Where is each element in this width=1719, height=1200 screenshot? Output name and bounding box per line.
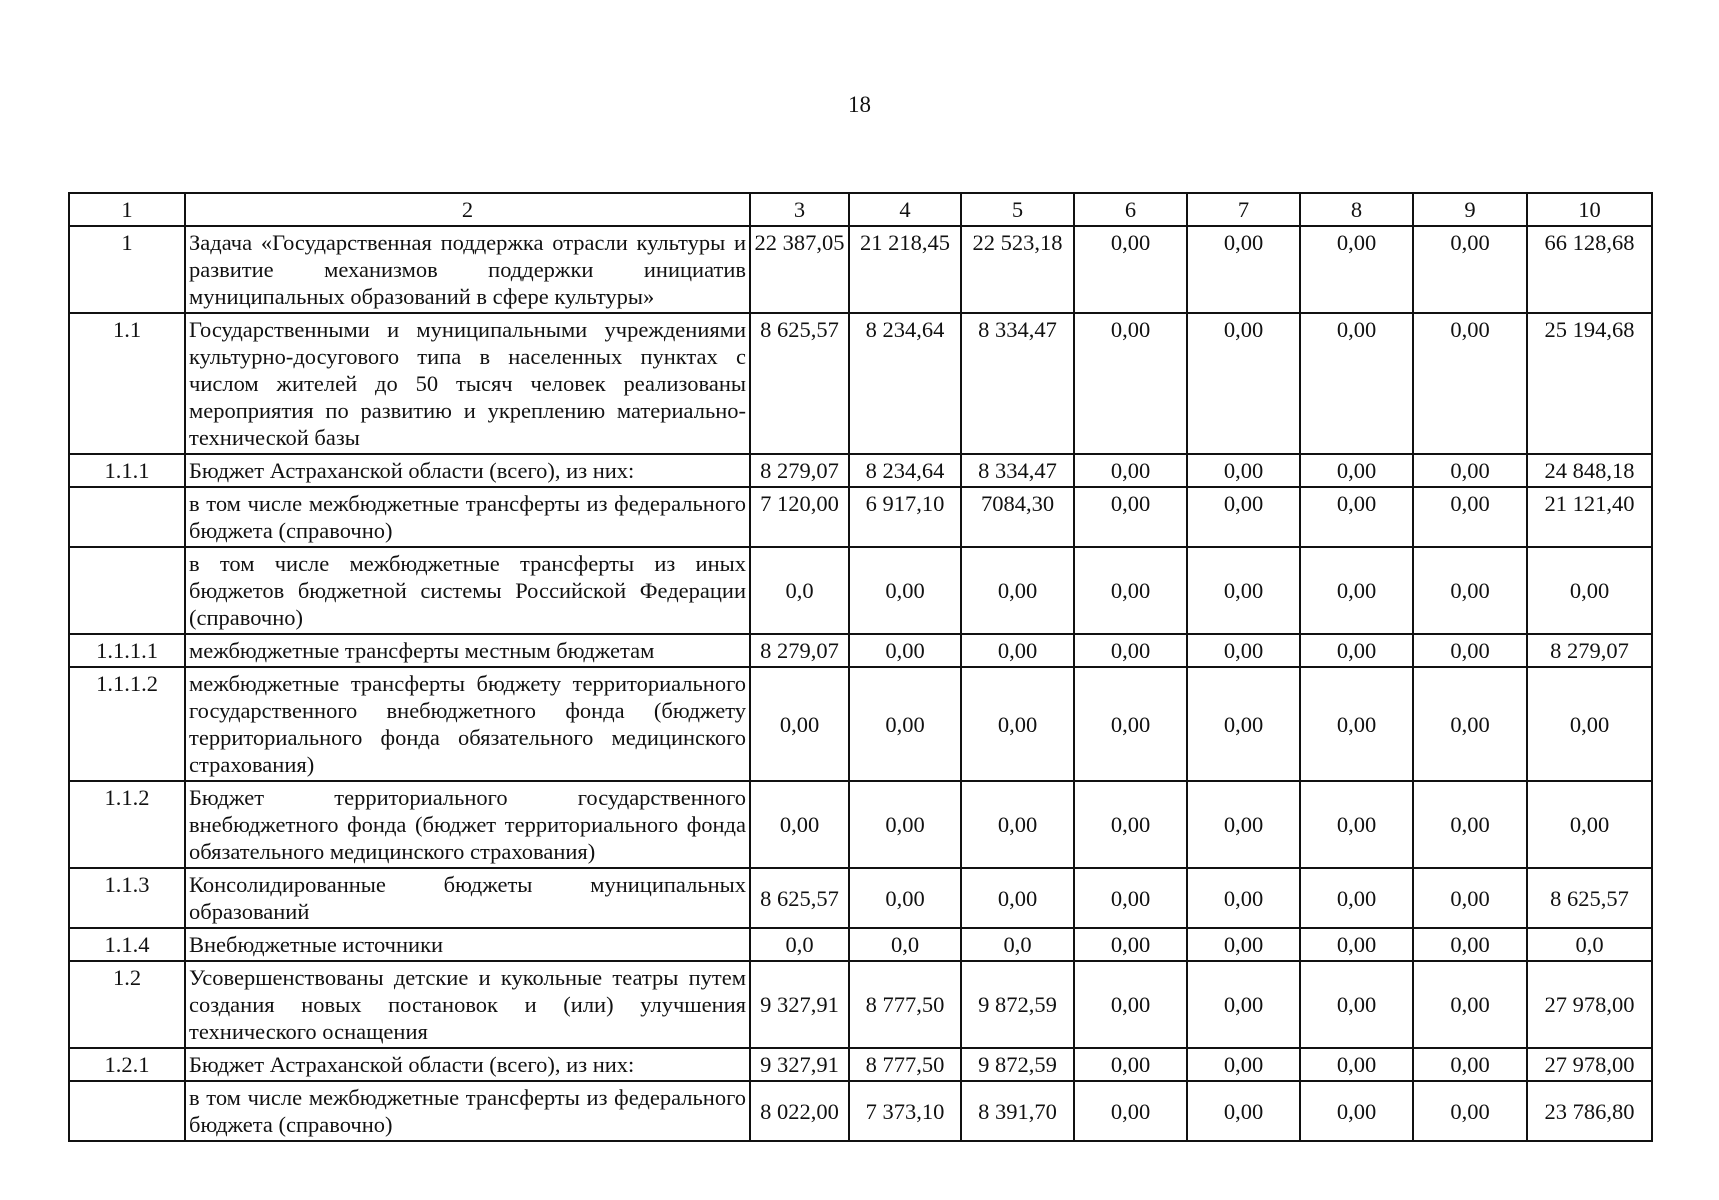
budget-table bbox=[68, 192, 1653, 1142]
value-cell: 0,00 bbox=[1187, 928, 1300, 961]
column-header-row bbox=[69, 193, 1652, 226]
value-cell: 0,0 bbox=[1527, 928, 1652, 961]
value-cell: 0,00 bbox=[1413, 928, 1527, 961]
row-code: 1.1.2 bbox=[69, 781, 185, 868]
row-code: 1.1 bbox=[69, 313, 185, 454]
value-cell: 9 327,91 bbox=[750, 961, 849, 1048]
value-cell: 0,00 bbox=[1074, 454, 1187, 487]
table-row bbox=[69, 868, 1652, 928]
row-code: 1.1.1 bbox=[69, 454, 185, 487]
row-description: межбюджетные трансферты бюджету территориального государственного внебюджетного фонда (бюджету территориального фонда обязательного медицинского страхования) bbox=[185, 667, 750, 781]
value-cell: 8 234,64 bbox=[849, 454, 961, 487]
row-description: Задача «Государственная поддержка отрасли культуры и развитие механизмов поддержки инициатив муниципальных образований в сфере культуры» bbox=[185, 226, 750, 313]
value-cell: 0,0 bbox=[849, 928, 961, 961]
row-description: Консолидированные бюджеты муниципальных образований bbox=[185, 868, 750, 928]
value-cell: 8 279,07 bbox=[750, 634, 849, 667]
value-cell: 0,00 bbox=[1300, 667, 1413, 781]
value-cell: 0,00 bbox=[1074, 547, 1187, 634]
value-cell: 0,00 bbox=[1300, 1048, 1413, 1081]
row-description: Бюджет территориального государственного внебюджетного фонда (бюджет территориального фонда обязательного медицинского страхования) bbox=[185, 781, 750, 868]
column-header: 4 bbox=[849, 193, 961, 226]
row-code: 1.2.1 bbox=[69, 1048, 185, 1081]
page-number: 18 bbox=[848, 92, 871, 117]
value-cell: 6 917,10 bbox=[849, 487, 961, 547]
value-cell: 27 978,00 bbox=[1527, 1048, 1652, 1081]
table-row bbox=[69, 226, 1652, 313]
value-cell: 0,00 bbox=[1300, 454, 1413, 487]
value-cell: 0,00 bbox=[1413, 634, 1527, 667]
value-cell: 0,00 bbox=[1413, 961, 1527, 1048]
row-code bbox=[69, 1081, 185, 1141]
value-cell: 9 872,59 bbox=[961, 1048, 1074, 1081]
value-cell: 0,00 bbox=[1413, 313, 1527, 454]
value-cell: 0,00 bbox=[1187, 547, 1300, 634]
row-code bbox=[69, 547, 185, 634]
value-cell: 0,00 bbox=[1300, 313, 1413, 454]
table-row bbox=[69, 781, 1652, 868]
row-description: Бюджет Астраханской области (всего), из них: bbox=[185, 454, 750, 487]
column-header: 6 bbox=[1074, 193, 1187, 226]
value-cell: 22 523,18 bbox=[961, 226, 1074, 313]
value-cell: 0,00 bbox=[1187, 487, 1300, 547]
column-header: 2 bbox=[185, 193, 750, 226]
row-description: Бюджет Астраханской области (всего), из них: bbox=[185, 1048, 750, 1081]
value-cell: 0,00 bbox=[1413, 487, 1527, 547]
value-cell: 22 387,05 bbox=[750, 226, 849, 313]
value-cell: 0,00 bbox=[1074, 313, 1187, 454]
value-cell: 0,00 bbox=[849, 868, 961, 928]
value-cell: 0,00 bbox=[1074, 961, 1187, 1048]
column-header: 7 bbox=[1187, 193, 1300, 226]
table-row bbox=[69, 634, 1652, 667]
value-cell: 0,00 bbox=[1074, 928, 1187, 961]
value-cell: 0,00 bbox=[1300, 961, 1413, 1048]
row-description: в том числе межбюджетные трансферты из федерального бюджета (справочно) bbox=[185, 1081, 750, 1141]
table-row bbox=[69, 487, 1652, 547]
row-description: Государственными и муниципальными учреждениями культурно-досугового типа в населенных пунктах с числом жителей до 50 тысяч человек реализованы мероприятия по развитию и укреплению материально-технической базы bbox=[185, 313, 750, 454]
row-description: в том числе межбюджетные трансферты из иных бюджетов бюджетной системы Российской Федерации (справочно) bbox=[185, 547, 750, 634]
value-cell: 0,0 bbox=[750, 547, 849, 634]
table-row bbox=[69, 667, 1652, 781]
value-cell: 8 777,50 bbox=[849, 961, 961, 1048]
value-cell: 0,00 bbox=[1187, 1081, 1300, 1141]
value-cell: 8 234,64 bbox=[849, 313, 961, 454]
value-cell: 9 872,59 bbox=[961, 961, 1074, 1048]
value-cell: 0,00 bbox=[961, 868, 1074, 928]
value-cell: 0,00 bbox=[1074, 667, 1187, 781]
table-row bbox=[69, 1048, 1652, 1081]
column-header: 1 bbox=[69, 193, 185, 226]
value-cell: 7 120,00 bbox=[750, 487, 849, 547]
value-cell: 0,00 bbox=[1187, 634, 1300, 667]
value-cell: 0,00 bbox=[1187, 868, 1300, 928]
column-header: 5 bbox=[961, 193, 1074, 226]
value-cell: 0,00 bbox=[1527, 547, 1652, 634]
value-cell: 7 373,10 bbox=[849, 1081, 961, 1141]
value-cell: 0,00 bbox=[1300, 868, 1413, 928]
value-cell: 0,00 bbox=[1300, 487, 1413, 547]
value-cell: 0,0 bbox=[750, 928, 849, 961]
value-cell: 0,00 bbox=[1074, 487, 1187, 547]
value-cell: 24 848,18 bbox=[1527, 454, 1652, 487]
column-header: 8 bbox=[1300, 193, 1413, 226]
value-cell: 0,00 bbox=[1413, 868, 1527, 928]
value-cell: 0,00 bbox=[750, 781, 849, 868]
value-cell: 0,00 bbox=[1074, 226, 1187, 313]
row-code: 1 bbox=[69, 226, 185, 313]
value-cell: 8 625,57 bbox=[1527, 868, 1652, 928]
table-row bbox=[69, 313, 1652, 454]
value-cell: 8 625,57 bbox=[750, 313, 849, 454]
row-description: межбюджетные трансферты местным бюджетам bbox=[185, 634, 750, 667]
value-cell: 0,00 bbox=[1413, 454, 1527, 487]
value-cell: 0,00 bbox=[1413, 226, 1527, 313]
value-cell: 8 334,47 bbox=[961, 454, 1074, 487]
value-cell: 0,00 bbox=[1527, 667, 1652, 781]
value-cell: 0,00 bbox=[1300, 547, 1413, 634]
row-description: Внебюджетные источники bbox=[185, 928, 750, 961]
row-code: 1.1.3 bbox=[69, 868, 185, 928]
value-cell: 0,00 bbox=[1300, 928, 1413, 961]
value-cell: 0,00 bbox=[1413, 1081, 1527, 1141]
value-cell: 0,00 bbox=[1187, 667, 1300, 781]
value-cell: 8 022,00 bbox=[750, 1081, 849, 1141]
value-cell: 0,00 bbox=[961, 634, 1074, 667]
value-cell: 9 327,91 bbox=[750, 1048, 849, 1081]
value-cell: 0,00 bbox=[1074, 1048, 1187, 1081]
value-cell: 0,00 bbox=[1413, 547, 1527, 634]
value-cell: 25 194,68 bbox=[1527, 313, 1652, 454]
value-cell: 0,00 bbox=[1187, 226, 1300, 313]
value-cell: 0,00 bbox=[1187, 781, 1300, 868]
value-cell: 0,00 bbox=[1300, 781, 1413, 868]
value-cell: 0,00 bbox=[1074, 634, 1187, 667]
value-cell: 0,00 bbox=[849, 667, 961, 781]
value-cell: 0,00 bbox=[1413, 1048, 1527, 1081]
value-cell: 0,00 bbox=[1300, 1081, 1413, 1141]
row-description: в том числе межбюджетные трансферты из федерального бюджета (справочно) bbox=[185, 487, 750, 547]
value-cell: 0,00 bbox=[849, 547, 961, 634]
table-row bbox=[69, 961, 1652, 1048]
value-cell: 0,00 bbox=[961, 667, 1074, 781]
value-cell: 8 625,57 bbox=[750, 868, 849, 928]
value-cell: 21 121,40 bbox=[1527, 487, 1652, 547]
row-code: 1.2 bbox=[69, 961, 185, 1048]
value-cell: 0,00 bbox=[1074, 781, 1187, 868]
value-cell: 0,00 bbox=[1413, 781, 1527, 868]
value-cell: 0,00 bbox=[849, 634, 961, 667]
column-header: 9 bbox=[1413, 193, 1527, 226]
value-cell: 27 978,00 bbox=[1527, 961, 1652, 1048]
value-cell: 8 777,50 bbox=[849, 1048, 961, 1081]
value-cell: 0,00 bbox=[1300, 634, 1413, 667]
column-header: 3 bbox=[750, 193, 849, 226]
table-row bbox=[69, 928, 1652, 961]
table-row bbox=[69, 547, 1652, 634]
value-cell: 21 218,45 bbox=[849, 226, 961, 313]
row-code bbox=[69, 487, 185, 547]
value-cell: 0,0 bbox=[961, 928, 1074, 961]
value-cell: 0,00 bbox=[1187, 313, 1300, 454]
table-row bbox=[69, 454, 1652, 487]
value-cell: 0,00 bbox=[1187, 454, 1300, 487]
table-row bbox=[69, 1081, 1652, 1141]
value-cell: 0,00 bbox=[1413, 667, 1527, 781]
row-description: Усовершенствованы детские и кукольные театры путем создания новых постановок и (или) улучшения технического оснащения bbox=[185, 961, 750, 1048]
value-cell: 0,00 bbox=[750, 667, 849, 781]
value-cell: 0,00 bbox=[1300, 226, 1413, 313]
row-code: 1.1.1.1 bbox=[69, 634, 185, 667]
value-cell: 7084,30 bbox=[961, 487, 1074, 547]
value-cell: 0,00 bbox=[961, 781, 1074, 868]
value-cell: 8 279,07 bbox=[750, 454, 849, 487]
value-cell: 0,00 bbox=[849, 781, 961, 868]
value-cell: 0,00 bbox=[1074, 868, 1187, 928]
value-cell: 0,00 bbox=[961, 547, 1074, 634]
column-header: 10 bbox=[1527, 193, 1652, 226]
value-cell: 0,00 bbox=[1187, 961, 1300, 1048]
value-cell: 8 279,07 bbox=[1527, 634, 1652, 667]
value-cell: 66 128,68 bbox=[1527, 226, 1652, 313]
value-cell: 0,00 bbox=[1074, 1081, 1187, 1141]
value-cell: 8 334,47 bbox=[961, 313, 1074, 454]
value-cell: 0,00 bbox=[1187, 1048, 1300, 1081]
row-code: 1.1.1.2 bbox=[69, 667, 185, 781]
value-cell: 0,00 bbox=[1527, 781, 1652, 868]
value-cell: 23 786,80 bbox=[1527, 1081, 1652, 1141]
value-cell: 8 391,70 bbox=[961, 1081, 1074, 1141]
row-code: 1.1.4 bbox=[69, 928, 185, 961]
